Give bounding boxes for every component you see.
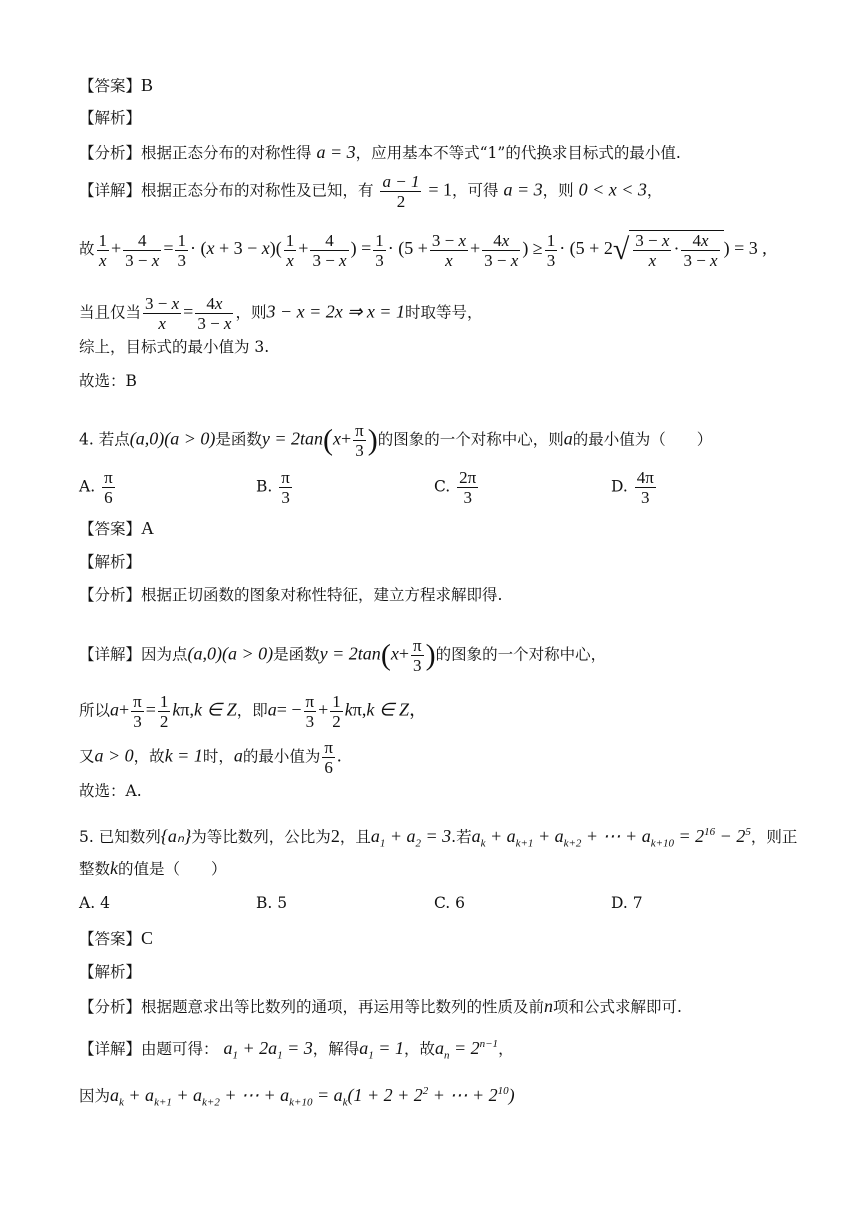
frac-den: 3	[641, 488, 650, 507]
math-a: a	[233, 745, 243, 766]
fraction: $\frac{1}{3}$	[546, 230, 556, 270]
frac-num: 4π	[636, 468, 654, 487]
detail-text-2: ，解得	[312, 1040, 360, 1058]
q4-stem-text-2: 是函数	[215, 430, 262, 449]
q4-stem: 4. 若点(a,0)(a > 0)是函数y = 2tan(x+ $\frac{\pi}{3}$ )的图象的一个对称中心，则a的最小值为（ ）	[79, 421, 713, 460]
frac-den: 2	[396, 192, 406, 211]
q5-stem-text-2: 为等比数列，公比为	[191, 828, 331, 846]
frac-den: 3	[463, 488, 472, 507]
fraction: $\frac{3 - x}{x}$	[431, 230, 467, 270]
fenxi-text: 根据正态分布的对称性得	[141, 144, 312, 162]
fraction: $\frac{1}{x}$	[285, 230, 295, 270]
frac-den: 6	[324, 758, 333, 777]
q4-stem-text: 4. 若点	[79, 430, 130, 449]
analysis-tag: 【解析】	[79, 553, 142, 571]
fenxi-text: 根据题意求出等比数列的通项，再运用等比数列的性质及前	[141, 998, 545, 1016]
detail-text-3: ，故	[403, 1040, 435, 1058]
math-k: k	[110, 858, 119, 878]
q5-stem-text-3: ，且	[339, 828, 371, 846]
answer-value: A	[141, 518, 155, 538]
detail-text: 因为点	[141, 645, 188, 664]
fraction	[380, 172, 421, 211]
fraction: $\frac{\pi}{3}$	[412, 636, 422, 675]
fraction: $\frac{4x}{3 - x}$	[484, 230, 519, 270]
math-n: n	[544, 996, 554, 1016]
fraction: $\frac{1}{x}$	[98, 230, 108, 270]
detail-text-3: ，则	[542, 181, 574, 200]
fenxi-text-2: 项和公式求解即可.	[553, 998, 682, 1016]
detail-text-4: ，	[646, 181, 663, 200]
option-a[interactable]	[79, 894, 110, 912]
q3-choice: 故选：B	[79, 372, 137, 390]
option-b[interactable]	[256, 894, 287, 912]
math-a-eq-3: a = 3	[316, 142, 356, 162]
q4-analysis-tag	[79, 552, 141, 572]
detail-text-2: ，可得	[452, 181, 499, 200]
fenxi-tag: 【分析】	[79, 998, 142, 1016]
math-implication: 3 − x = 2x ⇒ x = 1	[266, 301, 405, 322]
fraction: $\frac{1}{3}$	[177, 230, 186, 270]
answer-tag: 【答案】	[79, 930, 142, 948]
q4-answer-line	[79, 518, 154, 539]
option-value: 5	[277, 894, 288, 912]
q3-answer-line	[79, 75, 153, 96]
option-c[interactable]	[434, 894, 465, 912]
q4-suoyi-line: 所以a+ $\frac{\pi}{3}$ = $\frac{1}{2}$ kπ,k ∈ Z，即a= − $\frac{\pi}{3}$ + $\frac{1}{2}$ kπ,k ∈ Z，	[79, 692, 428, 731]
math-seq: {aₙ}	[160, 826, 192, 846]
q4-detail-line: 【详解】因为点(a,0)(a > 0)是函数y = 2tan(x+ $\frac{\pi}{3}$ )的图象的一个对称中心，	[79, 636, 607, 675]
option-d[interactable]	[611, 468, 658, 507]
option-letter: D.	[611, 477, 628, 496]
option-letter: B.	[256, 477, 273, 496]
text-suoyi: 所以	[79, 701, 111, 720]
detail-tag: 【详解】	[79, 1040, 142, 1058]
detail-text-4: ，	[498, 1040, 514, 1058]
q3-summary: 综上，目标式的最小值为 3.	[79, 338, 270, 356]
frac-den: 3	[281, 488, 290, 507]
math-k-in-z: k ∈ Z	[194, 699, 237, 720]
q5-analysis-tag	[79, 962, 141, 982]
fraction: $\frac{\pi}{3}$	[305, 692, 315, 731]
option-value: 4	[100, 894, 110, 912]
q5-stem-text-5: ，则正	[750, 828, 798, 846]
q3-inequality-line: 故 $\frac{1}{x}$ + $\frac{4}{3 - x}$ = $\frac{1}{3}$ · (x + 3 − x)( $\frac{1}{x}$ + $\frac{4}{3 - x}$ ) = $\frac{1}{3}$ · (5 + $\frac{3 - x}{x}$ + $\frac{4x}{3 - x}$ ) ≥ $\frac{1}{3}$ · (5 + 2√ $\frac{3 - x}{x}$ · $\frac{4x}{3 - x}$ ) = 3 ,	[79, 230, 767, 270]
option-letter: C.	[434, 894, 451, 912]
fraction	[457, 468, 478, 507]
frac-num: a − 1	[382, 172, 420, 191]
detail-tag: 【详解】	[79, 645, 142, 664]
math-a-positive: a > 0	[94, 745, 134, 766]
text-ze: ，则	[235, 303, 267, 322]
option-a[interactable]	[79, 468, 117, 507]
text-min: 的最小值为	[242, 747, 321, 766]
math-a: a	[563, 428, 573, 449]
text-ji: ，即	[236, 701, 268, 720]
answer-value: B	[141, 75, 154, 95]
text-shi: 时，	[202, 747, 234, 766]
math-range: 0 < x < 3	[578, 179, 647, 200]
math-k-in-z: k ∈ Z	[366, 699, 410, 720]
math-ratio: 2	[330, 826, 340, 846]
fraction: $\frac{1}{3}$	[375, 230, 384, 270]
q5-stem: 5. 已知数列{aₙ}为等比数列，公比为2，且$a_1 + a_2 = 3$.若$a_k + a_{k+1} + a_{k+2}$ + ⋯ + $a_{k+10} = 2^{16} - 2^5$，则正	[79, 826, 798, 850]
math-func: y = 2tan	[319, 643, 381, 664]
q5-stem-text-6: 整数	[79, 860, 111, 878]
fenxi-tag: 【分析】	[79, 586, 142, 604]
sqrt-body: $\frac{3 - x}{x}$ · $\frac{4x}{3 - x}$	[629, 230, 723, 270]
option-b[interactable]	[256, 468, 294, 507]
detail-text-3: 的图象的一个对称中心，	[435, 645, 607, 664]
option-letter: B.	[256, 894, 273, 912]
text-yinwei: 因为	[79, 1087, 111, 1105]
math-k-eq-1: k = 1	[164, 745, 203, 766]
q3-equality-line: 当且仅当 $\frac{3 - x}{x}$ = $\frac{4x}{3 - x}$ ，则3 − x = 2x ⇒ x = 1时取等号，	[79, 294, 483, 333]
text-gu: 故	[79, 240, 95, 258]
option-letter: A.	[79, 477, 96, 496]
q4-you-line: 又a > 0，故k = 1时，a的最小值为 $\frac{\pi}{6}$ .	[79, 738, 342, 777]
q3-detail-line	[79, 172, 662, 211]
math-point: (a,0)(a > 0)	[187, 643, 274, 664]
fraction: $\frac{1}{2}$	[332, 692, 341, 731]
fraction: $\frac{4}{3 - x}$	[312, 230, 347, 270]
q4-stem-text-4: 的最小值为（ ）	[572, 430, 713, 449]
fenxi-text: 根据正切函数的图象对称性特征，建立方程求解即得.	[141, 586, 503, 604]
fraction: $\frac{\pi}{3}$	[133, 692, 142, 731]
q4-choice: 故选：A.	[79, 782, 142, 800]
text-gu: ，故	[133, 747, 165, 766]
option-value: 7	[632, 894, 643, 912]
detail-text-2: 是函数	[273, 645, 320, 664]
math-eq: = 1	[428, 179, 453, 200]
fenxi-tag: 【分析】	[79, 144, 142, 162]
math-a-eq-3: a = 3	[503, 179, 543, 200]
q5-answer-line	[79, 928, 153, 949]
option-letter: C.	[434, 477, 451, 496]
q5-detail-line: 【详解】由题可得： $a_1 + 2a_1 = 3$，解得$a_1 = 1$，故$a_n = 2^{n-1}$，	[79, 1038, 514, 1062]
detail-text: 由题可得：	[141, 1040, 219, 1058]
q3-fenxi-line	[79, 142, 681, 163]
q5-yinwei-line: 因为$a_k + a_{k+1} + a_{k+2}$ + ⋯ + $a_{k+10} = a_k(1 + 2 + 2^2$ + ⋯ + $2^{10}$)	[79, 1085, 515, 1109]
text-you: 又	[79, 747, 95, 766]
q5-stem-text-7: 的值是（ ）	[118, 860, 227, 878]
q4-fenxi-line	[79, 585, 502, 605]
frac-den: 6	[104, 488, 113, 507]
math-point: (a,0)(a > 0)	[129, 428, 216, 449]
fraction	[102, 468, 115, 507]
q3-analysis-tag	[79, 108, 141, 128]
frac-num: 2π	[459, 468, 477, 487]
option-value: 6	[455, 894, 466, 912]
q5-stem-line2	[79, 858, 227, 879]
fraction: $\frac{\pi}{3}$	[355, 421, 364, 460]
fraction	[635, 468, 656, 507]
q5-stem-text-4: .若	[451, 828, 472, 846]
fraction	[322, 738, 335, 777]
detail-tag: 【详解】	[79, 181, 142, 200]
option-c[interactable]	[434, 468, 480, 507]
option-letter: A.	[79, 894, 96, 912]
fraction: $\frac{1}{2}$	[159, 692, 169, 731]
detail-text: 根据正态分布的对称性及已知，有	[141, 181, 374, 200]
frac-num: π	[104, 468, 113, 487]
math-func: y = 2tan	[261, 428, 323, 449]
fraction	[279, 468, 292, 507]
text-dang: 当且仅当	[79, 303, 142, 322]
text-equality: 时取等号，	[404, 303, 483, 322]
fraction: $\frac{3 - x}{x}$	[145, 294, 180, 333]
fenxi-text-2: ，应用基本不等式“1”的代换求目标式的最小值.	[355, 144, 681, 162]
fraction: $\frac{4}{3 - x}$	[125, 230, 160, 270]
frac-num: π	[324, 738, 333, 757]
q4-stem-text-3: 的图象的一个对称中心，则	[377, 430, 564, 449]
fraction: $\frac{4x}{3 - x}$	[197, 294, 232, 333]
frac-num: π	[281, 468, 290, 487]
analysis-tag: 【解析】	[79, 963, 142, 981]
analysis-tag: 【解析】	[79, 109, 142, 127]
answer-tag: 【答案】	[79, 77, 142, 95]
q5-fenxi-line	[79, 996, 682, 1017]
answer-tag: 【答案】	[79, 520, 142, 538]
option-d[interactable]	[611, 894, 643, 912]
q5-stem-text: 5. 已知数列	[79, 828, 161, 846]
option-letter: D.	[611, 894, 628, 912]
answer-value: C	[141, 928, 154, 948]
